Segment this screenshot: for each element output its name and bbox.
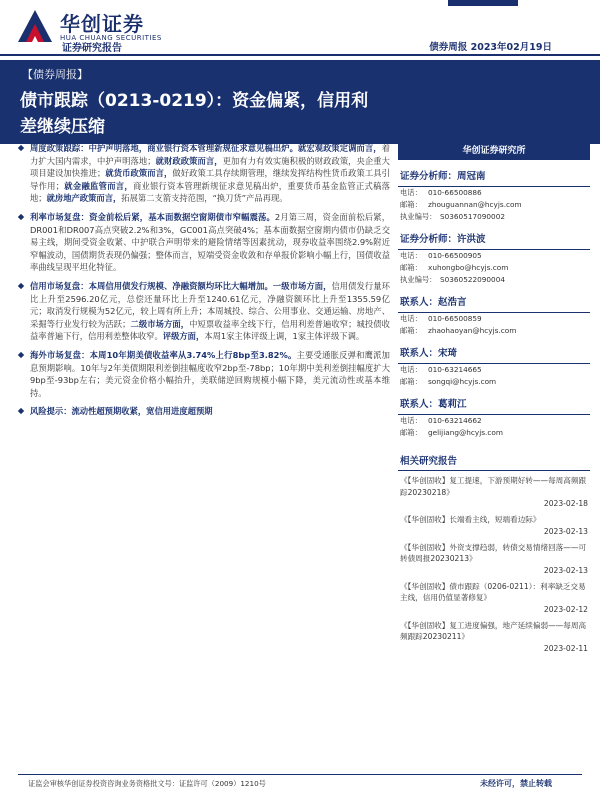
diamond-bullet-icon [18,408,24,414]
analyst-email-label: 邮箱： [400,263,422,272]
analyst-cert-label: 执业编号： [400,275,437,284]
analyst-tel-value: 010-63214665 [428,365,482,374]
analyst-cert-value: S0360522090004 [440,275,505,284]
footer-license: 证监会审核华创证券投资咨询业务资格批文号：证监许可（2009）1210号 [28,779,266,788]
top-tab-decoration [448,0,518,6]
bullet-highlight-text: 风险提示：流动性超预期收紧，宽信用进度超预期 [30,406,213,417]
analyst-email-value[interactable]: zhaohaoyan@hcyjs.com [428,326,517,335]
analyst-cert-value: S0360517090002 [440,212,505,221]
summary-bullet [18,211,390,274]
analyst-card [398,166,590,223]
bullet-text: 拓展第二支箭支持范围，“换刀货”产品再现。 [121,193,288,204]
analyst-tel [398,415,590,427]
bullet-text: 更加有力有效实施积极的财政政策，央企重大项目建设加快推进； [30,155,390,179]
bullet-text: 做好政策工具存续期管理，继续发挥结构性货币政策工具引导作用； [30,168,390,191]
analyst-name [398,229,590,250]
analyst-role: 证券分析师： [400,234,458,245]
analyst-name [398,292,590,313]
related-report-link[interactable]: 《【华创固收】复工进度偏强，地产延续偏弱——每周高频跟踪20230211》 [400,620,587,641]
analyst-name-text: 周冠南 [457,171,486,182]
analyst-email-label: 邮箱： [400,326,422,335]
analyst-role: 联系人： [400,297,439,308]
bullet-highlight-text: 就金融监管而言， [64,180,133,191]
analyst-tel [398,313,590,325]
related-report-link[interactable]: 《【华创固收】长端看主线，短端看边际》 [400,515,541,524]
logo-english-text: HUA CHUANG SECURITIES [60,34,162,42]
analyst-role: 证券分析师： [400,171,458,182]
diamond-bullet-icon [18,352,24,358]
related-report-link[interactable]: 《【华创固收】债市跟踪（0206-0211）：利率缺乏交易主线，信用仍值显著修复》 [400,581,586,602]
analyst-name-text: 许洪波 [457,234,486,245]
diamond-bullet-icon [18,283,24,289]
analyst-card [398,343,590,388]
analyst-card [398,292,590,337]
related-report-link[interactable]: 《【华创固收】复工提速，下游预期好转——每周高频跟踪20230218》 [400,476,587,497]
analyst-email[interactable] [398,262,590,274]
analyst-list [398,166,590,439]
related-report-date: 2023-02-12 [543,604,588,614]
bullet-text: 2月第三周，资金面前松后紧，DR001和DR007高点突破2.2%和3%，GC001高点突破4%；基本面数据空窗期内债市仍缺乏交易主线，期间受资金收紧、中护联合声明带来的避险情绪等因素扰动，现券收益率围绕2.9%附近窄幅波动，国债期货表现仍偏强；整体而言，短端受资金收敛和存单报价影响小幅上行，国债收益率曲线呈现平坦化特征。 [30,211,390,273]
bullet-text: 信用债发行量环比上升至2596.20亿元，总偿还量环比上升至1240.61亿元，净融资额环比上升至1355.59亿元；取消发行规模为52亿元，较上周有所上升；本周城投、综合、公用事业、交通运输、房地产、采掘等行业发行较为活跃； [30,280,390,329]
bullet-text: 主要受通胀反弹和鹰派加息预期影响。10年与2年美债期限利差倒挂幅度收窄2bp至-78bp；10年期中美利差倒挂幅度扩大9bp至-93bp左右；美元资金价格小幅抬升，美联储逆回购规模小幅下降，美元流动性或基本维持。 [30,349,390,398]
header-divider [0,54,600,56]
title-banner [0,60,600,144]
bullet-highlight-text: 利率市场复盘：资金前松后紧，基本面数据空窗期债市窄幅震荡。 [30,211,275,222]
related-reports-title: 相关研究报告 [398,453,590,471]
bullet-text: 中短票收益率全线下行，信用利差普遍收窄；城投债收益率普遍下行，信用利差整体收窄。 [30,318,390,342]
analyst-name [398,343,590,364]
analyst-email[interactable] [398,199,590,211]
analyst-cert [398,274,590,286]
analyst-card [398,229,590,286]
bullet-highlight-text: 评级方面， [162,331,205,342]
report-title-line-1: 债市跟踪（0213-0219）：资金偏紧，信用利 [20,91,369,111]
analyst-card [398,394,590,439]
logo-mark-icon [16,6,54,44]
summary-bullet [18,280,390,343]
bullet-highlight-text: 二级市场方面， [130,318,190,329]
report-title-line-2: 差继续压缩 [20,117,105,137]
analyst-email-value[interactable]: zhouguannan@hcyjs.com [428,200,522,209]
summary-bullet [18,349,390,399]
report-date: 债券周报 2023年02月19日 [429,42,552,53]
report-type: 证券研究报告 [62,43,122,54]
analyst-name-text: 宋琦 [438,348,458,359]
footer-copyright: 未经许可，禁止转载 [480,779,552,788]
footer-divider [18,774,582,775]
related-reports-list [398,471,590,655]
analyst-tel-label: 电话： [400,416,422,425]
diamond-bullet-icon [18,145,24,151]
analyst-tel-value: 010-66500886 [428,188,482,197]
analyst-email-value[interactable]: songqi@hcyjs.com [428,377,497,386]
summary-bullet [18,142,390,205]
summary-bullet [18,405,390,418]
analyst-email-label: 邮箱： [400,377,422,386]
analyst-tel-label: 电话： [400,314,422,323]
bullet-highlight-text: 周度政策跟踪：中护声明落地，商业银行资本管理新规征求意见稿出炉。就宏观政策定调而言， [30,143,382,153]
analyst-tel [398,364,590,376]
bullet-highlight-text: 就财政政策而言， [155,155,223,166]
analyst-name-text: 葛莉江 [438,399,467,410]
related-report-date: 2023-02-18 [543,499,588,508]
analyst-role: 联系人： [400,348,439,359]
summary-section [18,142,390,424]
bullet-text: 商业银行资本管理新规征求意见稿出炉，重要货币基金监管正式稿落地； [30,180,390,204]
analyst-tel-label: 电话： [400,188,422,197]
analyst-email[interactable] [398,376,590,388]
analyst-email[interactable] [398,427,590,439]
diamond-bullet-icon [18,214,24,220]
analyst-cert-label: 执业编号： [400,212,437,221]
analyst-email-value[interactable]: xuhongbo@hcyjs.com [428,263,509,272]
analyst-tel [398,250,590,262]
bullet-text: 本周1家主体评级上调，1家主体评级下调。 [204,331,365,342]
institute-header: 华创证券研究所 [398,142,590,160]
related-report-date: 2023-02-13 [543,565,588,575]
bullet-highlight-text: 就货币政策而言， [105,168,173,179]
analyst-name [398,394,590,415]
analyst-email-value[interactable]: gelijiang@hcyjs.com [428,428,503,437]
analyst-tel-label: 电话： [400,365,422,374]
analyst-name-text: 赵浩言 [438,297,467,308]
analyst-tel-value: 010-63214662 [428,416,482,425]
analyst-email[interactable] [398,325,590,337]
analyst-tel-value: 010-66500905 [428,251,482,260]
analyst-tel [398,187,590,199]
analyst-role: 联系人： [400,399,439,410]
sidebar [398,142,590,655]
analyst-email-label: 邮箱： [400,200,422,209]
related-report-date: 2023-02-11 [543,643,588,653]
related-report-link[interactable]: 《【华创固收】外资支撑趋弱，转债交易情绪回落——可转债周报20230213》 [400,542,587,563]
related-report-date: 2023-02-13 [543,526,588,536]
analyst-cert [398,211,590,223]
bullet-highlight-text: 就房地产政策而言， [46,193,122,204]
bullet-highlight-text: 信用市场复盘：本周信用债发行规模、净融资额均环比大幅增加。一级市场方面， [30,280,332,291]
analyst-name [398,166,590,187]
bullet-highlight-text: 海外市场复盘：本周10年期美债收益率从3.74%上行8bp至3.82%。 [30,349,297,360]
analyst-email-label: 邮箱： [400,428,422,437]
logo-text: 华创证券 [60,12,144,36]
report-category: 【债券周报】 [22,68,88,81]
analyst-tel-value: 010-66500859 [428,314,482,323]
analyst-tel-label: 电话： [400,251,422,260]
bullet-text: 着力扩大国内需求，中护声明落地； [30,143,390,166]
